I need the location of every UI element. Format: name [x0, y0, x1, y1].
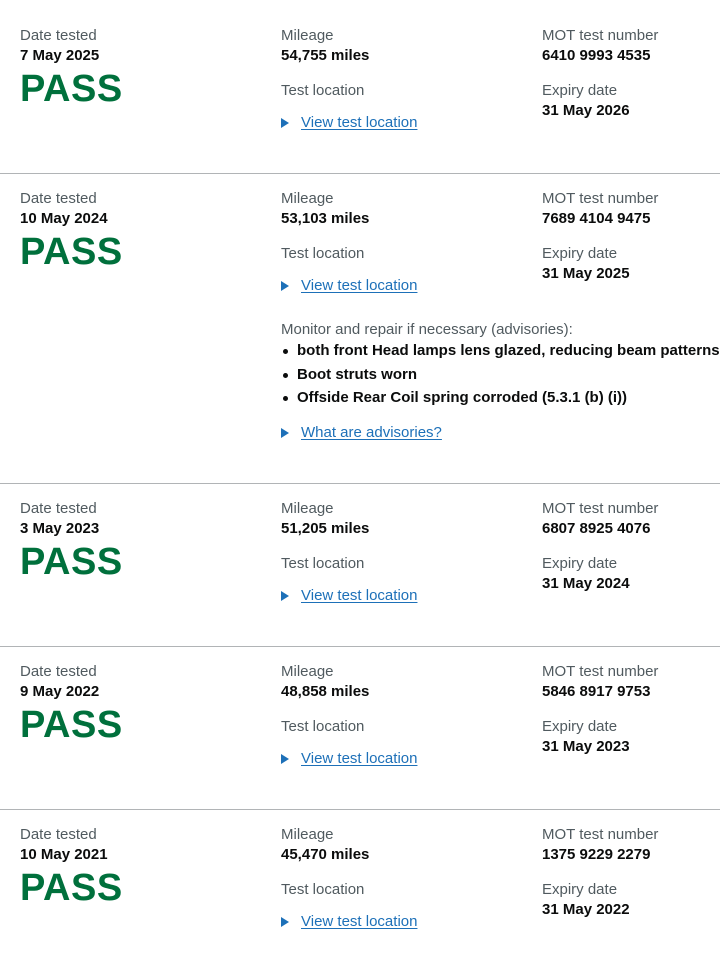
expiry-date-label: Expiry date: [542, 881, 618, 898]
date-tested-value: 10 May 2024: [20, 210, 108, 227]
expand-triangle-icon: [281, 281, 289, 291]
date-tested-value: 3 May 2023: [20, 520, 100, 537]
expand-triangle-icon: [281, 917, 289, 927]
test-result-status: PASS: [20, 68, 123, 110]
section-divider: [0, 483, 720, 484]
test-result-status: PASS: [20, 867, 123, 909]
mot-test-number-value: 1375 9229 2279: [542, 846, 651, 863]
view-test-location-link[interactable]: [281, 586, 417, 606]
expiry-date-value: 31 May 2026: [542, 102, 630, 119]
date-tested-value: 9 May 2022: [20, 683, 100, 700]
mot-test-number-value: 6410 9993 4535: [542, 47, 651, 64]
date-tested-value: 7 May 2025: [20, 47, 100, 64]
expand-triangle-icon: [281, 118, 289, 128]
test-location-label: Test location: [281, 245, 365, 262]
mot-test-number-value: 7689 4104 9475: [542, 210, 651, 227]
date-tested-label: Date tested: [20, 826, 97, 843]
advisories-heading: Monitor and repair if necessary (advisories):: [281, 321, 573, 338]
expiry-date-label: Expiry date: [542, 718, 618, 735]
what-are-advisories-text: What are advisories?: [301, 424, 442, 441]
view-test-location-link[interactable]: [281, 113, 417, 133]
test-location-label: Test location: [281, 718, 365, 735]
expiry-date-value: 31 May 2023: [542, 738, 630, 755]
advisory-item: Offside Rear Coil spring corroded (5.3.1 (b) (i)): [281, 388, 720, 408]
mot-test-number-value: 5846 8917 9753: [542, 683, 651, 700]
mileage-value: 53,103 miles: [281, 210, 370, 227]
view-test-location-link[interactable]: [281, 276, 417, 296]
expand-triangle-icon: [281, 591, 289, 601]
test-location-label: Test location: [281, 881, 365, 898]
date-tested-label: Date tested: [20, 190, 97, 207]
expiry-date-label: Expiry date: [542, 245, 618, 262]
what-are-advisories-link[interactable]: [281, 423, 442, 443]
mot-test-number-label: MOT test number: [542, 826, 659, 843]
view-test-location-text: View test location: [301, 114, 418, 131]
mileage-value: 48,858 miles: [281, 683, 370, 700]
view-test-location-link[interactable]: [281, 749, 417, 769]
expiry-date-value: 31 May 2022: [542, 901, 630, 918]
date-tested-label: Date tested: [20, 500, 97, 517]
section-divider: [0, 173, 720, 174]
test-location-label: Test location: [281, 555, 365, 572]
date-tested-label: Date tested: [20, 663, 97, 680]
advisory-item: both front Head lamps lens glazed, reducing beam patterns: [281, 341, 720, 361]
mileage-label: Mileage: [281, 826, 334, 843]
advisories-list: [281, 341, 720, 412]
expiry-date-value: 31 May 2025: [542, 265, 630, 282]
view-test-location-text: View test location: [301, 277, 418, 294]
view-test-location-text: View test location: [301, 587, 418, 604]
expiry-date-value: 31 May 2024: [542, 575, 630, 592]
date-tested-value: 10 May 2021: [20, 846, 108, 863]
mileage-value: 51,205 miles: [281, 520, 370, 537]
mileage-label: Mileage: [281, 190, 334, 207]
expiry-date-label: Expiry date: [542, 555, 618, 572]
section-divider: [0, 646, 720, 647]
mot-test-number-label: MOT test number: [542, 500, 659, 517]
view-test-location-text: View test location: [301, 750, 418, 767]
test-result-status: PASS: [20, 231, 123, 273]
mileage-label: Mileage: [281, 663, 334, 680]
mot-test-number-label: MOT test number: [542, 190, 659, 207]
section-divider: [0, 809, 720, 810]
mileage-value: 54,755 miles: [281, 47, 370, 64]
test-result-status: PASS: [20, 541, 123, 583]
expand-triangle-icon: [281, 428, 289, 438]
mot-test-number-label: MOT test number: [542, 663, 659, 680]
expand-triangle-icon: [281, 754, 289, 764]
mot-test-number-label: MOT test number: [542, 27, 659, 44]
view-test-location-link[interactable]: [281, 912, 417, 932]
mileage-label: Mileage: [281, 500, 334, 517]
test-location-label: Test location: [281, 82, 365, 99]
expiry-date-label: Expiry date: [542, 82, 618, 99]
mileage-label: Mileage: [281, 27, 334, 44]
mileage-value: 45,470 miles: [281, 846, 370, 863]
date-tested-label: Date tested: [20, 27, 97, 44]
mot-test-number-value: 6807 8925 4076: [542, 520, 651, 537]
test-result-status: PASS: [20, 704, 123, 746]
view-test-location-text: View test location: [301, 913, 418, 930]
advisory-item: Boot struts worn: [281, 365, 720, 385]
